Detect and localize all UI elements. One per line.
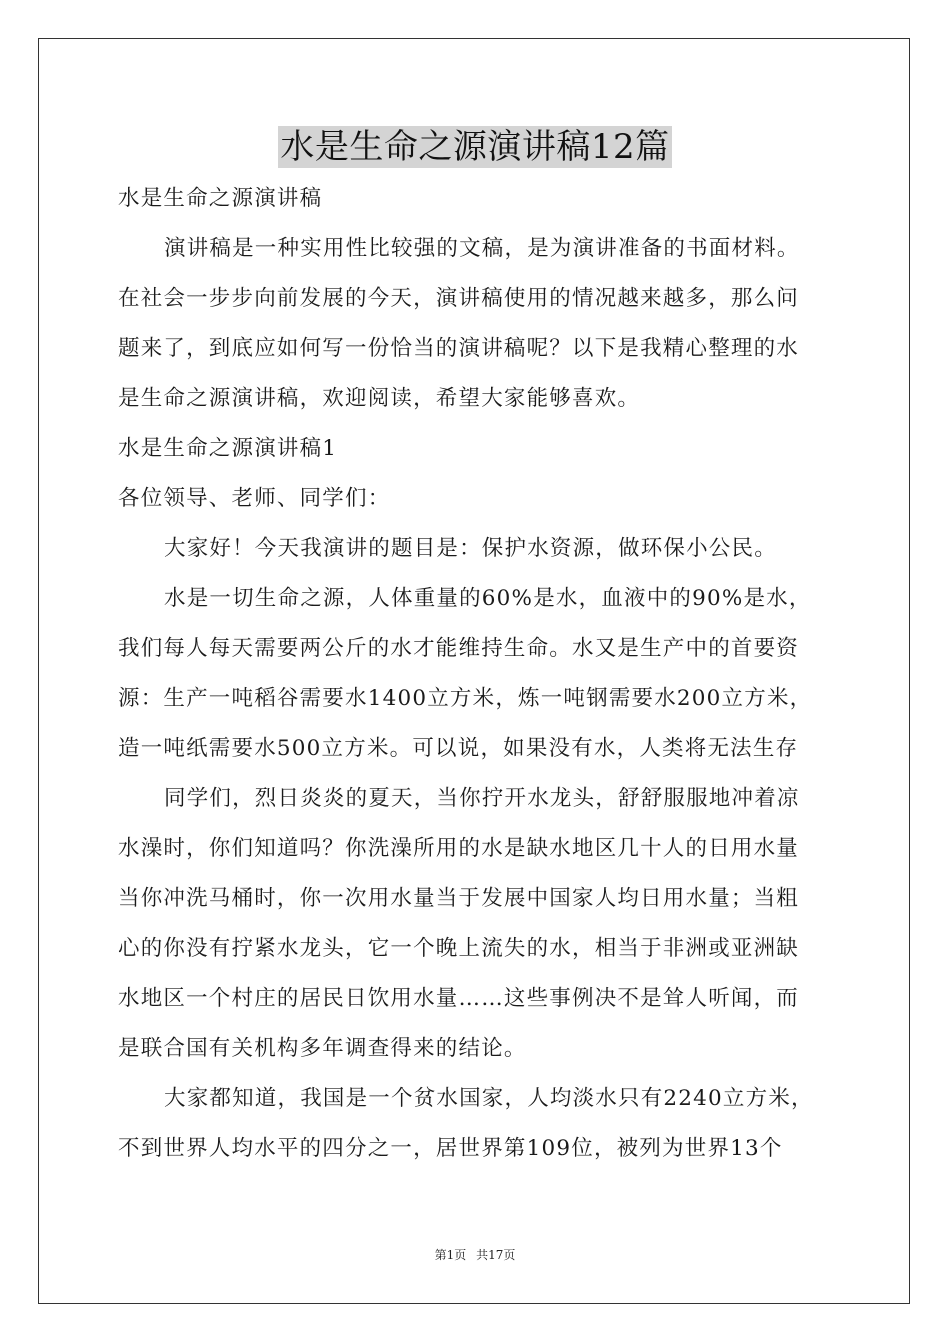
paragraph-line: 在社会一步步向前发展的今天，演讲稿使用的情况越来越多，那么问 — [118, 286, 800, 311]
section-heading: 水是生命之源演讲稿1 — [118, 436, 338, 461]
paragraph-line: 水地区一个村庄的居民日饮用水量……这些事例决不是耸人听闻，而 — [118, 986, 800, 1011]
page-total: 共17页 — [476, 1248, 516, 1262]
paragraph-line: 是生命之源演讲稿，欢迎阅读，希望大家能够喜欢。 — [118, 386, 641, 411]
paragraph-line: 源：生产一吨稻谷需要水1400立方米，炼一吨钢需要水200立方米， — [118, 686, 813, 711]
section-heading: 水是生命之源演讲稿 — [118, 186, 323, 211]
paragraph-line: 演讲稿是一种实用性比较强的文稿，是为演讲准备的书面材料。 — [164, 236, 800, 261]
page-footer — [0, 1247, 950, 1263]
paragraph-line: 水澡时，你们知道吗？你洗澡所用的水是缺水地区几十人的日用水量 — [118, 836, 800, 861]
paragraph-line: 大家都知道，我国是一个贫水国家，人均淡水只有2240立方米， — [164, 1086, 814, 1111]
paragraph-line: 同学们，烈日炎炎的夏天，当你拧开水龙头，舒舒服服地冲着凉 — [164, 786, 800, 811]
title-container — [0, 126, 950, 168]
salutation: 各位领导、老师、同学们： — [118, 486, 391, 511]
document-title: 水是生命之源演讲稿12篇 — [280, 127, 670, 167]
paragraph-line: 造一吨纸需要水500立方米。可以说，如果没有水，人类将无法生存 — [118, 736, 799, 761]
page-number: 第1页 — [434, 1248, 467, 1262]
paragraph-line: 题来了，到底应如何写一份恰当的演讲稿呢？以下是我精心整理的水 — [118, 336, 800, 361]
paragraph-line: 大家好！今天我演讲的题目是：保护水资源，做环保小公民。 — [164, 536, 777, 561]
page-border — [38, 38, 910, 1304]
paragraph-line: 是联合国有关机构多年调查得来的结论。 — [118, 1036, 527, 1061]
paragraph-line: 心的你没有拧紧水龙头，它一个晚上流失的水，相当于非洲或亚洲缺 — [118, 936, 800, 961]
paragraph-line: 我们每人每天需要两公斤的水才能维持生命。水又是生产中的首要资 — [118, 636, 800, 661]
paragraph-line: 不到世界人均水平的四分之一，居世界第109位，被列为世界13个 — [118, 1136, 783, 1161]
paragraph-line: 水是一切生命之源，人体重量的60%是水，血液中的90%是水， — [164, 586, 812, 611]
paragraph-line: 当你冲洗马桶时，你一次用水量当于发展中国家人均日用水量；当粗 — [118, 886, 800, 911]
